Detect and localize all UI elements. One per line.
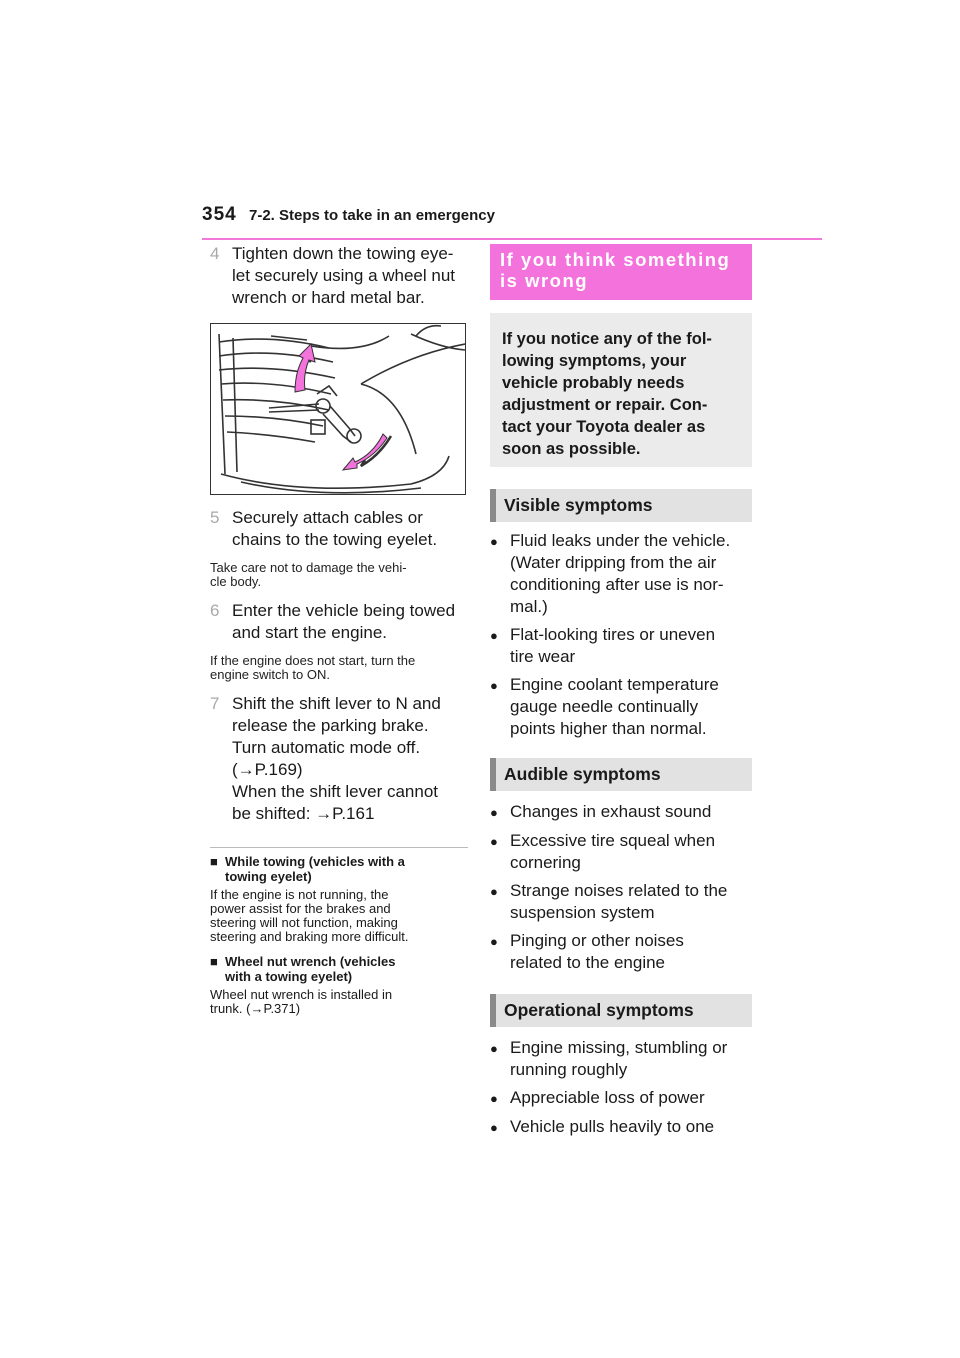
list-item: ● Flat-looking tires or uneven tire wear — [490, 624, 752, 668]
section-title: 7-2. Steps to take in an emergency — [249, 207, 495, 224]
bullet-icon — [490, 830, 510, 874]
bullet-icon — [490, 624, 510, 668]
section-divider — [210, 847, 468, 848]
bullet-icon — [490, 530, 510, 618]
step-5-note: Take care not to damage the vehi- cle body. — [210, 560, 407, 589]
bullet-icon — [490, 1116, 510, 1139]
list-item: ● Appreciable loss of power — [490, 1087, 752, 1110]
right-column — [490, 244, 752, 1145]
page-reference-161[interactable]: be shifted: →P.161 — [232, 804, 375, 823]
step-6-note: If the engine does not start, turn the engine switch to ON. — [210, 653, 416, 682]
subsection-operational: Operational symptoms — [490, 994, 752, 1027]
audible-symptoms-list — [490, 801, 752, 974]
intro-box: If you notice any of the fol- lowing symptoms, your vehicle probably needs adjustment or repair. Con- tact your Toyota dealer as soon as possible. — [490, 313, 752, 467]
bullet-icon — [490, 880, 510, 924]
operational-symptoms-list — [490, 1037, 752, 1139]
list-item: ● Engine coolant temperature gauge needle continually points higher than normal. — [490, 674, 752, 740]
page-header — [202, 204, 822, 240]
info-heading-towing: ■ While towing (vehicles with a towing eyelet) — [210, 854, 405, 884]
step-5 — [210, 507, 468, 551]
bullet-icon — [490, 1037, 510, 1081]
step-7 — [210, 693, 468, 825]
step-text: Shift the shift lever to N and release the parking brake. Turn automatic mode off. (→P.169) When the shift lever cannot be shifted: →P.161 — [232, 693, 468, 825]
step-number: 6 — [210, 601, 220, 620]
info-heading-wrench: ■ Wheel nut wrench (vehicles with a towing eyelet) — [210, 954, 396, 984]
bullet-icon — [490, 930, 510, 974]
list-item: ● Changes in exhaust sound — [490, 801, 752, 824]
step-number: 7 — [210, 694, 220, 713]
section-heading-box: If you think something is wrong — [490, 244, 752, 300]
bullet-icon — [490, 801, 510, 824]
list-item: ● Strange noises related to the suspension system — [490, 880, 752, 924]
list-item: ● Excessive tire squeal when cornering — [490, 830, 752, 874]
page-reference-371[interactable]: trunk. (→P.371) — [210, 1001, 301, 1016]
step-4 — [210, 243, 468, 309]
bullet-icon — [490, 674, 510, 740]
bullet-icon — [490, 1087, 510, 1110]
square-bullet-icon: ■ — [210, 954, 218, 969]
square-bullet-icon: ■ — [210, 854, 218, 869]
left-column — [210, 243, 468, 1026]
subsection-audible: Audible symptoms — [490, 758, 752, 791]
step-text: Enter the vehicle being towed and start the engine. — [232, 601, 456, 642]
page-number: 354 — [202, 204, 237, 225]
step-text: Tighten down the towing eye- let securely using a wheel nut wrench or hard metal bar. — [232, 244, 456, 307]
towing-eyelet-illustration — [210, 323, 466, 495]
page-reference-169[interactable]: (→P.169) — [232, 760, 303, 779]
list-item: ● Fluid leaks under the vehicle. (Water dripping from the air conditioning after use is nor- mal.) — [490, 530, 752, 618]
list-item: ● Vehicle pulls heavily to one — [490, 1116, 752, 1139]
step-number: 4 — [210, 244, 220, 263]
list-item: ● Engine missing, stumbling or running roughly — [490, 1037, 752, 1081]
info-body-wrench: Wheel nut wrench is installed in trunk. (→P.371) — [210, 988, 468, 1016]
info-body-towing: If the engine is not running, the power assist for the brakes and steering will not function, making steering and braking more difficult. — [210, 887, 409, 944]
list-item: ● Pinging or other noises related to the engine — [490, 930, 752, 974]
bumper-wrench-drawing — [211, 324, 465, 494]
step-text: Securely attach cables or chains to the towing eyelet. — [232, 508, 438, 549]
step-number: 5 — [210, 508, 220, 527]
subsection-visible: Visible symptoms — [490, 489, 752, 522]
visible-symptoms-list — [490, 530, 752, 740]
step-6 — [210, 600, 468, 644]
